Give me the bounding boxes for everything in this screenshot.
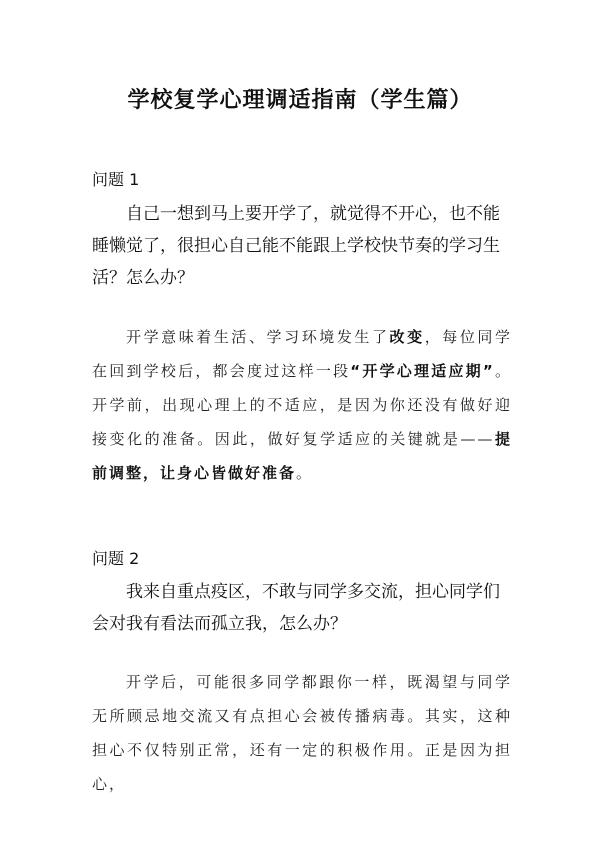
- question-2-label: 问题 2: [92, 549, 140, 568]
- question-1-label: 问题 1: [92, 170, 140, 189]
- answer-1-bold-2: “开学心理适应期”: [350, 362, 495, 380]
- answer-1-part-1: 开学意味着生活、学习环境发生了: [126, 328, 390, 346]
- answer-1-text: [92, 320, 512, 490]
- answer-1-part-4: 。: [296, 464, 314, 482]
- answer-1-part-3: 。开学前，出现心理上的不适应，是因为你还没有做好迎接变化的准备。因此，做好复学适应的关键就是——: [92, 362, 512, 448]
- answer-1-bold-1: 改变: [389, 328, 425, 346]
- question-2-text: 我来自重点疫区，不敢与同学多交流，担心同学们会对我有看法而孤立我，怎么办？: [92, 582, 500, 634]
- answer-1-part-2: ，每位同学在回到学校后，都会度过这样一段: [92, 328, 512, 380]
- document-title: 学校复学心理调适指南（学生篇）: [127, 88, 473, 113]
- answer-1-bold-3: 提前调整，让身心皆做好准备: [92, 430, 512, 482]
- answer-2-text: 开学后，可能很多同学都跟你一样，既渴望与同学无所顾忌地交流又有点担心会被传播病毒。其实，这种担心不仅特别正常，还有一定的积极作用。正是因为担心，: [92, 673, 512, 793]
- question-1-text: 自己一想到马上要开学了，就觉得不开心，也不能睡懒觉了，很担心自己能不能跟上学校快节奏的学习生活？怎么办？: [92, 204, 500, 288]
